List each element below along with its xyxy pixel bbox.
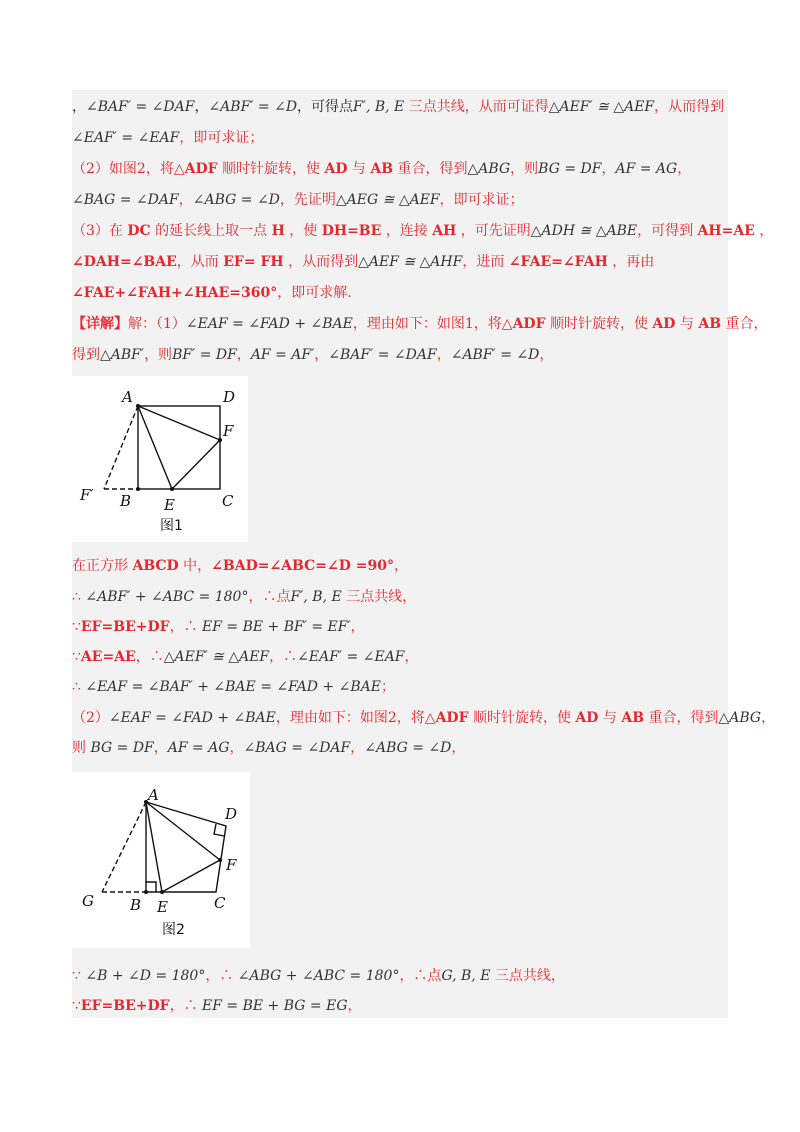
text-span: 与 — [675, 316, 699, 332]
text-span: ，从而 — [176, 254, 224, 270]
text-line — [72, 190, 728, 210]
vertex-e-label: E — [157, 898, 168, 916]
text-span: 的延长线上取一点 — [150, 223, 272, 239]
text-span: ，连接 — [381, 223, 433, 239]
text-span: ，可先证明 — [456, 223, 531, 239]
text-span: 三点共线， — [490, 968, 565, 984]
text-span: ，可得到 — [637, 223, 698, 239]
text-span: ，∴点 — [248, 589, 291, 605]
text-span: ∵ — [72, 649, 81, 665]
math-expression: △ABG — [718, 710, 762, 726]
text-span: ， — [754, 223, 774, 239]
math-expression: BG = DF — [90, 740, 154, 756]
vertex-f-label: F — [223, 422, 234, 440]
text-span: （2）如图2，将△ — [72, 161, 185, 177]
vertex-f-prime-label: F′ — [80, 486, 94, 504]
math-expression: ∠ABF′ + ∠ABC = 180° — [85, 589, 249, 605]
text-span: ， — [347, 998, 362, 1014]
vertex-c-label: C — [214, 894, 226, 912]
text-span: ，即可求证； — [179, 130, 264, 146]
math-expression: F′, B, E — [353, 99, 405, 115]
text-span: （2） — [72, 710, 109, 726]
math-expression: BF′ = DF — [172, 347, 237, 363]
text-span: ABCD — [132, 558, 179, 574]
text-line — [72, 556, 728, 576]
vertex-d-label: D — [225, 805, 238, 823]
text-line — [72, 128, 728, 148]
math-expression: AF = AG — [615, 161, 678, 177]
text-span: ， — [451, 740, 466, 756]
math-expression: ∠EAF′ = ∠EAF — [297, 649, 405, 665]
text-span: 顺时针旋转，使 — [468, 710, 576, 726]
text-span: 中， — [178, 558, 212, 574]
text-span: ， — [178, 192, 193, 208]
math-expression: ∠EAF = ∠BAF′ + ∠BAE = ∠FAD + ∠BAE — [85, 679, 381, 695]
text-line — [72, 677, 728, 697]
text-span: ∵ — [72, 619, 81, 635]
text-span: ， — [350, 740, 365, 756]
text-span: AB — [370, 161, 394, 177]
text-line — [72, 314, 768, 334]
text-span: ，进而 — [462, 254, 509, 270]
text-span: AD — [324, 161, 348, 177]
text-span: DH=BE — [321, 223, 382, 239]
text-span: ∠BAD=∠ABC=∠D =90° — [211, 558, 394, 574]
math-expression: △AEF′ ≅ △AEF — [548, 99, 655, 115]
text-span: ∵ — [72, 998, 81, 1014]
text-span: ， — [314, 347, 329, 363]
text-span: ，∴点 — [399, 968, 442, 984]
math-expression: ∠ABF′ = ∠D — [208, 99, 298, 115]
math-expression: G, B, E — [441, 968, 491, 984]
text-span: ， — [72, 99, 86, 115]
text-span: EF=BE+DF — [80, 619, 170, 635]
text-span: 解：（1） — [128, 316, 186, 332]
text-span: H — [271, 223, 285, 239]
text-span: ，∴ — [269, 649, 298, 665]
text-span: ∠FAE+∠FAH+∠HAE=360° — [72, 285, 278, 301]
vertex-a-label: A — [148, 786, 159, 804]
text-span: ， — [404, 649, 419, 665]
text-span: AB — [621, 710, 645, 726]
math-expression: △AEF ≅ △AHF — [358, 254, 463, 270]
vertex-c-label: C — [222, 492, 234, 510]
text-span: ， — [393, 558, 408, 574]
text-span: ， — [236, 347, 251, 363]
math-expression: ∠ABG = ∠D — [364, 740, 452, 756]
text-span: ，∴ — [135, 649, 164, 665]
text-span: ，即可求证； — [439, 192, 524, 208]
text-span: 重合，得到 — [393, 161, 468, 177]
text-span: ∴ — [72, 589, 86, 605]
math-expression: △AEF′ ≅ △AEF — [163, 649, 270, 665]
text-span: ∠FAE=∠FAH — [508, 254, 608, 270]
text-span: 与 — [598, 710, 622, 726]
text-span: ADF — [184, 161, 218, 177]
text-line — [72, 345, 728, 365]
text-span: ，∴ — [169, 998, 203, 1014]
math-expression: △ADH ≅ △ABE — [530, 223, 638, 239]
text-span: （3）在 — [72, 223, 128, 239]
text-span: 重合，得到 — [644, 710, 719, 726]
text-span: AD — [575, 710, 599, 726]
math-expression: AF = AG — [167, 740, 230, 756]
vertex-d-label: D — [223, 388, 236, 406]
figure-2-caption: 图2 — [162, 922, 185, 938]
text-line — [72, 221, 774, 241]
text-line — [72, 647, 728, 667]
math-expression: ∠ABG = ∠D — [192, 192, 280, 208]
math-expression: ∠EAF = ∠FAD + ∠BAE — [108, 710, 276, 726]
text-span: AD — [652, 316, 676, 332]
math-expression: AF = AF′ — [250, 347, 315, 363]
text-span: 三点共线， — [341, 589, 417, 605]
text-span: ，理由如下：如图1，将△ — [352, 316, 513, 332]
vertex-f-label: F — [226, 856, 237, 874]
math-expression: BG = DF — [538, 161, 602, 177]
text-span: AE=AE — [80, 649, 136, 665]
text-line — [72, 159, 728, 179]
text-line — [72, 283, 728, 303]
text-span: ， — [436, 347, 451, 363]
text-span: ∠DAH=∠BAE — [72, 254, 177, 270]
text-span: ， — [350, 619, 365, 635]
text-span: ∵ — [72, 968, 86, 984]
text-span: 则 — [72, 740, 91, 756]
math-expression: △ABG — [467, 161, 511, 177]
math-expression: ∠ABG + ∠ABC = 180° — [237, 968, 400, 984]
text-span: 重合， — [721, 316, 768, 332]
math-expression: ∠BAG = ∠DAF — [72, 192, 179, 208]
text-span: ， — [194, 99, 209, 115]
text-span: 顺时针旋转，使 — [217, 161, 325, 177]
text-line — [72, 587, 728, 607]
text-span: DC — [127, 223, 151, 239]
text-span: ， — [761, 710, 776, 726]
math-expression: ∠BAF′ = ∠DAF — [328, 347, 437, 363]
math-expression: △ABF′ — [100, 347, 145, 363]
math-expression: ∠B + ∠D = 180° — [85, 968, 206, 984]
text-span: 三点共线，从而可证得 — [404, 99, 549, 115]
math-expression: △AEG ≅ △AEF — [335, 192, 440, 208]
text-span: ，∴ — [169, 619, 203, 635]
text-span: EF=BE+DF — [80, 998, 170, 1014]
text-span: ，可得点 — [297, 99, 354, 115]
text-span: 【详解】 — [72, 316, 128, 332]
text-span: ，则 — [144, 347, 173, 363]
text-span: ，从而得到 — [283, 254, 359, 270]
text-span: ADF — [435, 710, 469, 726]
text-line — [72, 97, 728, 117]
vertex-a-label: A — [122, 388, 133, 406]
vertex-e-label: E — [164, 496, 175, 514]
text-span: ADF — [512, 316, 546, 332]
math-expression: ∠ABF′ = ∠D — [450, 347, 540, 363]
vertex-g-label: G — [82, 892, 94, 910]
text-span: 与 — [347, 161, 371, 177]
text-span: 顺时针旋转，使 — [545, 316, 653, 332]
text-span: AB — [698, 316, 722, 332]
figure-1-caption: 图1 — [160, 518, 183, 534]
text-line — [72, 738, 728, 758]
text-line — [72, 996, 728, 1016]
text-span: EF= FH — [223, 254, 284, 270]
text-span: ，使 — [284, 223, 322, 239]
text-span: ，则 — [510, 161, 539, 177]
text-span: ， — [153, 740, 168, 756]
text-span: ， — [229, 740, 244, 756]
text-span: ， — [539, 347, 554, 363]
text-span: 得到 — [72, 347, 100, 363]
figure-1-diagram — [72, 376, 248, 542]
text-span: ，从而得到 — [654, 99, 725, 115]
text-span: ； — [380, 679, 395, 695]
text-span: ，即可求解. — [277, 285, 352, 301]
figure-1 — [72, 376, 248, 542]
text-span: ∴ — [72, 679, 86, 695]
math-expression: F′, B, E — [290, 589, 342, 605]
math-expression: EF = BE + BF′ = EF′ — [202, 619, 351, 635]
text-span: ， — [601, 161, 616, 177]
vertex-b-label: B — [130, 896, 142, 914]
text-span: AH=AE — [697, 223, 755, 239]
text-span: ， — [677, 161, 692, 177]
figure-2-diagram — [72, 772, 250, 948]
text-span: ，理由如下：如图2，将△ — [275, 710, 436, 726]
text-span: ，∴ — [205, 968, 238, 984]
text-line — [72, 708, 776, 728]
math-expression: ∠EAF = ∠FAD + ∠BAE — [185, 316, 353, 332]
text-span: 在正方形 — [72, 558, 133, 574]
text-span: ，再由 — [607, 254, 655, 270]
text-span: ，先证明 — [279, 192, 336, 208]
math-expression: EF = BE + BG = EG — [202, 998, 348, 1014]
text-line — [72, 252, 728, 272]
math-expression: ∠EAF′ = ∠EAF — [72, 130, 180, 146]
figure-2 — [72, 772, 250, 948]
math-expression: ∠BAG = ∠DAF — [243, 740, 351, 756]
text-line — [72, 966, 728, 986]
vertex-b-label: B — [120, 492, 132, 510]
math-expression: ∠BAF′ = ∠DAF — [86, 99, 195, 115]
text-line — [72, 617, 728, 637]
text-span: AH — [432, 223, 457, 239]
